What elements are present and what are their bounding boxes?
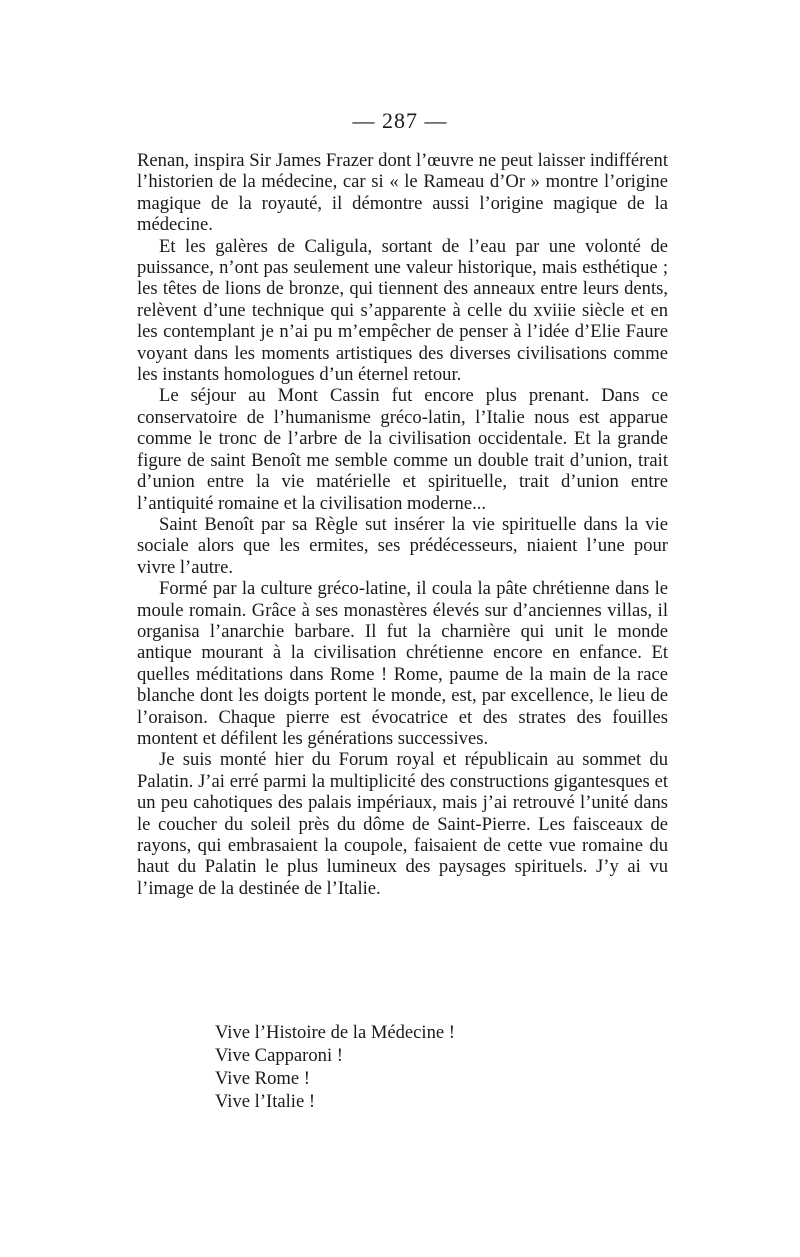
paragraph-palatin: Je suis monté hier du Forum royal et républicain au sommet du Palatin. J’ai erré parmi la multiplicité des constructions gigantesques et un peu cahotiques des palais impériaux, mais j’ai retrouvé l’unité dans le coucher du soleil près du dôme de Saint-Pierre. Les faisceaux de rayons, qui embrasaient la coupole, faisaient de cette vue romaine du haut du Palatin le plus lumineux des paysages spirituels. J’y ai vu l’image de la destinée de l’Italie. <box>137 749 668 899</box>
paragraph-galeres-caligula: Et les galères de Caligula, sortant de l’eau par une volonté de puissance, n’ont pas seulement une valeur historique, mais esthétique ; les têtes de lions de bronze, qui tiennent des anneaux entre leurs dents, relèvent d’une technique qui s’apparente à celle du xviiie siècle et en les contemplant je n’ai pu m’empêcher de penser à l’idée d’Elie Faure voyant dans les moments artistiques des diverses civilisations comme les instants homologues d’un éternel retour. <box>137 235 668 386</box>
cheer-line: Vive l’Histoire de la Médecine ! <box>215 1022 455 1043</box>
cheer-line: Vive Rome ! <box>215 1068 310 1089</box>
paragraph-saint-benoit-regle: Saint Benoît par sa Règle sut insérer la vie spirituelle dans la vie sociale alors que les ermites, ses prédécesseurs, niaient l’une pour vivre l’autre. <box>137 513 668 578</box>
cheer-line: Vive l’Italie ! <box>215 1091 316 1112</box>
paragraph-culture-greco-latine: Formé par la culture gréco-latine, il coula la pâte chrétienne dans le moule romain. Grâce à ses monastères élevés sur d’anciennes villas, il organisa l’anarchie barbare. Il fut la charnière qui unit le monde antique mourant à la civilisation chrétienne encore en enfance. Et quelles méditations dans Rome ! Rome, paume de la main de la race blanche dont les doigts portent le monde, est, par excellence, le lieu de l’oraison. Chaque pierre est évocatrice et des strates des fouilles montent et défilent les générations successives. <box>137 578 668 749</box>
page-number: — 287 — <box>352 108 448 133</box>
paragraph-renan-frazer: Renan, inspira Sir James Frazer dont l’œuvre ne peut laisser indifférent l’historien de la médecine, car si « le Rameau d’Or » montre l’origine magique de la royauté, il démontre aussi l’origine magique de la médecine. <box>137 150 668 236</box>
cheer-line: Vive Capparoni ! <box>215 1045 343 1066</box>
paragraph-mont-cassin: Le séjour au Mont Cassin fut encore plus prenant. Dans ce conservatoire de l’humanisme gréco-latin, l’Italie nous est apparue comme le tronc de l’arbre de la civilisation occidentale. Et la grande figure de saint Benoît me semble comme un double trait d’union, trait d’union entre la vie matérielle et spirituelle, trait d’union entre l’antiquité romaine et la civilisation moderne... <box>137 385 668 514</box>
closing-cheers <box>215 1021 455 1113</box>
body-text <box>137 150 668 899</box>
